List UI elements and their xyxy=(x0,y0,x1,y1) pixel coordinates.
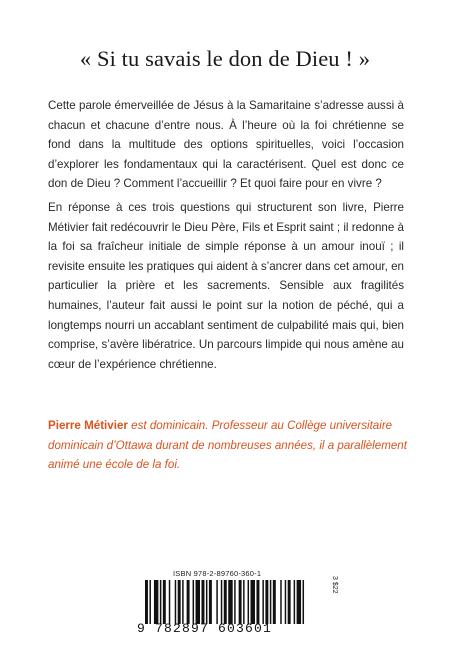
description-paragraph-2: En réponse à ces trois questions qui structurent son livre, Pierre Métivier fait redécouvrir le Dieu Père, Fils et Esprit saint ; il redonne à la foi sa fraîcheur initiale de simple réponse à un amour inouï ; il revisite ensuite les pratiques qui aident à s’ancrer dans cet amour, en particulier la prière et les sacrements. Sensible aux fragilités humaines, l’auteur fait aussi le point sur la notion de péché, qui a longtemps nourri un accablant sentiment de culpabilité mais qui, bien comprise, s’avère libératrice. Un parcours limpide qui nous amène au cœur de l’expérience chrétienne. xyxy=(48,201,404,371)
author-name: Pierre Métivier xyxy=(48,419,128,432)
isbn-label: ISBN 978-2-89760-360-1 xyxy=(173,569,262,578)
barcode-bars xyxy=(145,580,307,624)
author-bio-text: est dominicain. Professeur au Collège universitaire dominicain d’Ottawa durant de nombreuses années, il a parallèlement animé une école de la foi. xyxy=(48,419,407,472)
description-paragraph-1: Cette parole émerveillée de Jésus à la Samaritaine s’adresse aussi à chacun et chacune d’entre nous. À l’heure où la foi chrétienne se fond dans la multitude des options spirituelles, voici l’occasion d’explorer les fondamentaux qui la caractérisent. Quel est donc ce don de Dieu ? Comment l’accueillir ? Et quoi faire pour en vivre ? xyxy=(48,99,404,191)
price-label: 3 $22 xyxy=(331,576,338,594)
author-bio xyxy=(48,416,408,475)
barcode-area xyxy=(133,567,318,639)
back-cover-title: « Si tu savais le don de Dieu ! » xyxy=(79,46,371,71)
barcode-digits: 9 782897 603601 xyxy=(137,621,273,636)
